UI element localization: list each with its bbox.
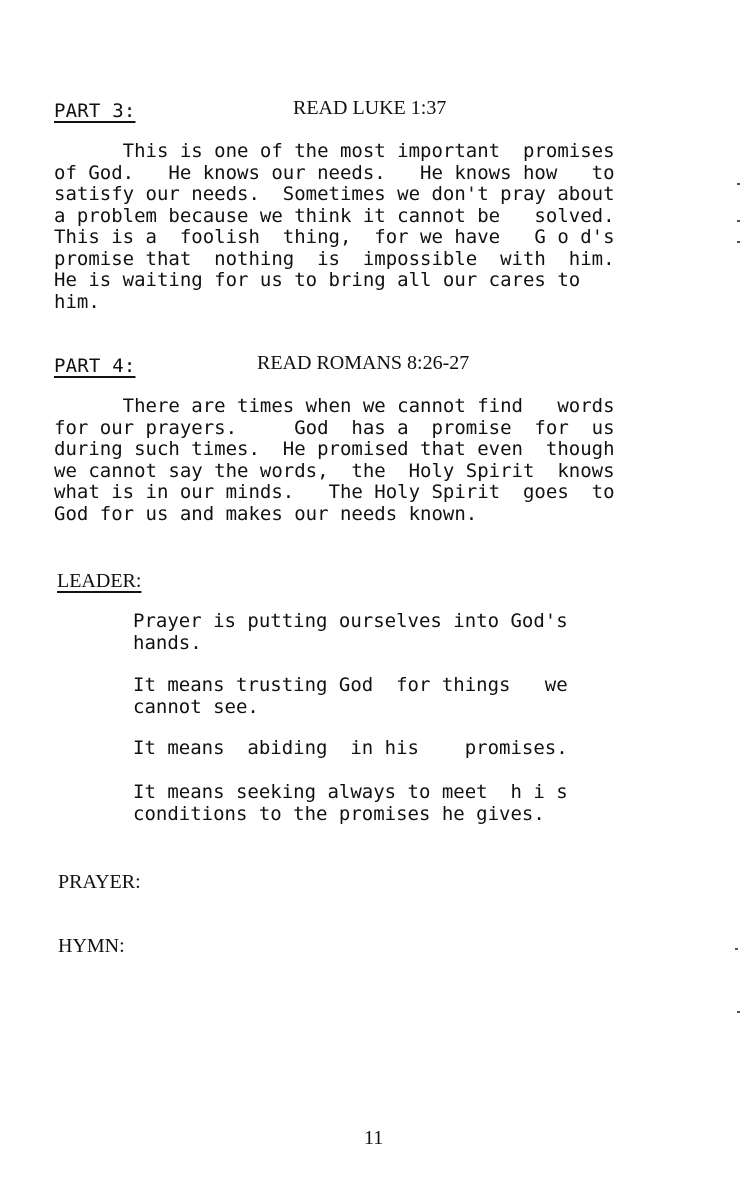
part-3-line: This is a foolish thing, for we have G o d's (54, 226, 615, 248)
part-3-line: promise that nothing is impossible with him. (54, 247, 615, 270)
part-3-label: PART 3: (54, 100, 136, 122)
scan-speck (737, 220, 740, 222)
leader-statement-line: cannot see. (133, 695, 259, 718)
part-4-reading: READ ROMANS 8:26-27 (257, 352, 470, 374)
part-3-line: This is one of the most important promises (54, 140, 615, 162)
part-3-reading: READ LUKE 1:37 (293, 97, 447, 119)
leader-statement (133, 675, 568, 718)
leader-statement-line: conditions to the promises he gives. (133, 802, 545, 825)
part-4-line: for our prayers. God has a promise for us (54, 416, 615, 439)
part-3-line: satisfy our needs. Sometimes we don't pray about (54, 183, 615, 205)
hymn-label: HYMN: (58, 935, 125, 957)
page-number: 11 (364, 1127, 384, 1149)
part-4-label: PART 4: (54, 355, 136, 377)
leader-statement-line: It means abiding in his promises. (133, 737, 568, 759)
part-4-line: There are times when we cannot find words (54, 395, 615, 417)
scan-speck (735, 948, 738, 950)
part-4-line: God for us and makes our needs known. (54, 502, 478, 525)
leader-statement (133, 738, 568, 760)
leader-label: LEADER: (57, 570, 142, 592)
leader-statement-line: hands. (133, 631, 202, 654)
part-3-line: a problem because we think it cannot be solved. (54, 204, 615, 227)
part-4-line: what is in our minds. The Holy Spirit goes to (54, 481, 615, 503)
leader-statement (133, 782, 568, 825)
leader-statement-line: It means seeking always to meet h i s (133, 781, 568, 803)
part-3-line: He is waiting for us to bring all our cares to (54, 269, 581, 291)
scan-speck (737, 183, 740, 185)
prayer-label: PRAYER: (58, 871, 141, 893)
part-4-line: during such times. He promised that even though (54, 438, 615, 460)
scan-speck (737, 241, 740, 243)
part-4-line: we cannot say the words, the Holy Spirit knows (54, 459, 615, 482)
scan-speck (737, 1011, 740, 1013)
leader-statement-line: It means trusting God for things we (133, 674, 568, 696)
part-3-paragraph (54, 141, 615, 313)
leader-statement (133, 611, 568, 654)
leader-statement-line: Prayer is putting ourselves into God's (133, 610, 568, 632)
part-4-paragraph (54, 396, 615, 525)
part-3-line: of God. He knows our needs. He knows how to (54, 161, 615, 184)
part-3-line: him. (54, 290, 100, 313)
